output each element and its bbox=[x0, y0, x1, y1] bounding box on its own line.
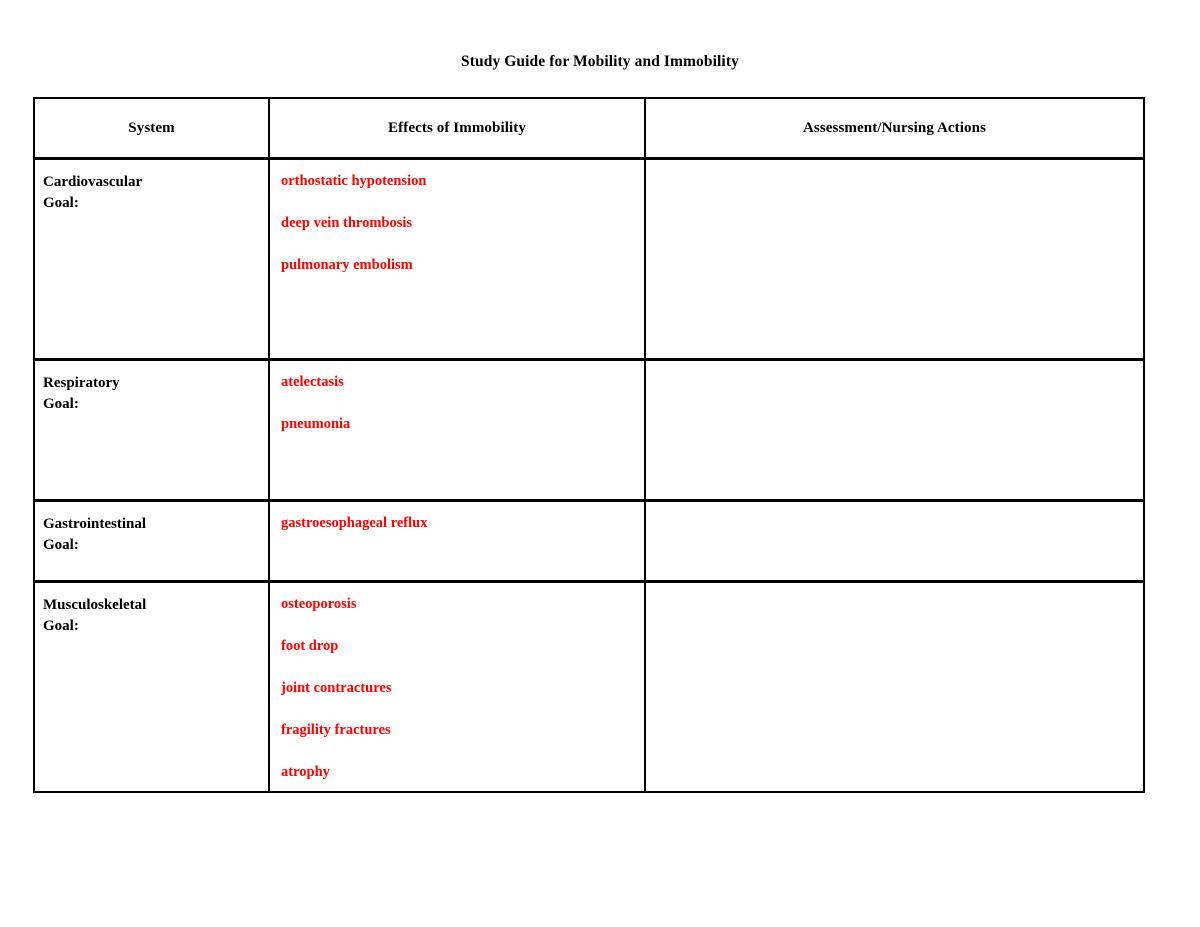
column-header-system-label: System bbox=[128, 119, 175, 136]
effect-item: osteoporosis bbox=[281, 596, 357, 612]
cell-actions-musculoskeletal[interactable] bbox=[645, 582, 1144, 793]
effects-list bbox=[281, 172, 634, 274]
column-header-system bbox=[34, 98, 269, 159]
table-row bbox=[34, 360, 1144, 501]
effect-item: atrophy bbox=[281, 764, 330, 780]
table-row bbox=[34, 501, 1144, 582]
effect-item: pulmonary embolism bbox=[281, 257, 413, 273]
system-name: Cardiovascular bbox=[43, 174, 143, 190]
table-row bbox=[34, 582, 1144, 793]
cell-effects-cardiovascular bbox=[269, 159, 645, 360]
system-name: Musculoskeletal bbox=[43, 597, 147, 613]
table-row bbox=[34, 159, 1144, 360]
cell-effects-musculoskeletal bbox=[269, 582, 645, 793]
effects-list bbox=[281, 373, 634, 433]
goal-label: Goal: bbox=[43, 195, 79, 211]
effect-item: fragility fractures bbox=[281, 722, 391, 738]
goal-label: Goal: bbox=[43, 618, 79, 634]
actions-entry-area[interactable] bbox=[646, 583, 1143, 788]
effect-item: gastroesophageal reflux bbox=[281, 515, 428, 531]
cell-actions-gastrointestinal[interactable] bbox=[645, 501, 1144, 582]
cell-effects-respiratory bbox=[269, 360, 645, 501]
actions-entry-area[interactable] bbox=[646, 361, 1143, 499]
column-header-effects bbox=[269, 98, 645, 159]
effect-item: orthostatic hypotension bbox=[281, 173, 427, 189]
effects-list bbox=[281, 514, 634, 532]
table-body bbox=[34, 159, 1144, 793]
cell-effects-gastrointestinal bbox=[269, 501, 645, 582]
effect-item: deep vein thrombosis bbox=[281, 215, 413, 231]
goal-label: Goal: bbox=[43, 396, 79, 412]
study-guide-table bbox=[33, 97, 1145, 793]
cell-system-gastrointestinal bbox=[34, 501, 269, 582]
column-header-effects-label: Effects of Immobility bbox=[388, 119, 526, 136]
effect-item: foot drop bbox=[281, 638, 339, 654]
table-header-row bbox=[34, 98, 1144, 159]
effect-item: pneumonia bbox=[281, 416, 351, 432]
page-title: Study Guide for Mobility and Immobility bbox=[461, 53, 739, 70]
effect-item: joint contractures bbox=[281, 680, 392, 696]
goal-label: Goal: bbox=[43, 537, 79, 553]
column-header-actions bbox=[645, 98, 1144, 159]
actions-entry-area[interactable] bbox=[646, 160, 1143, 358]
cell-system-respiratory bbox=[34, 360, 269, 501]
effects-list bbox=[281, 595, 634, 781]
column-header-actions-label: Assessment/Nursing Actions bbox=[802, 119, 987, 136]
cell-system-musculoskeletal bbox=[34, 582, 269, 793]
cell-system-cardiovascular bbox=[34, 159, 269, 360]
actions-entry-area[interactable] bbox=[646, 502, 1143, 580]
system-name: Respiratory bbox=[43, 375, 120, 391]
cell-actions-cardiovascular[interactable] bbox=[645, 159, 1144, 360]
cell-actions-respiratory[interactable] bbox=[645, 360, 1144, 501]
effect-item: atelectasis bbox=[281, 374, 344, 390]
system-name: Gastrointestinal bbox=[43, 516, 147, 532]
